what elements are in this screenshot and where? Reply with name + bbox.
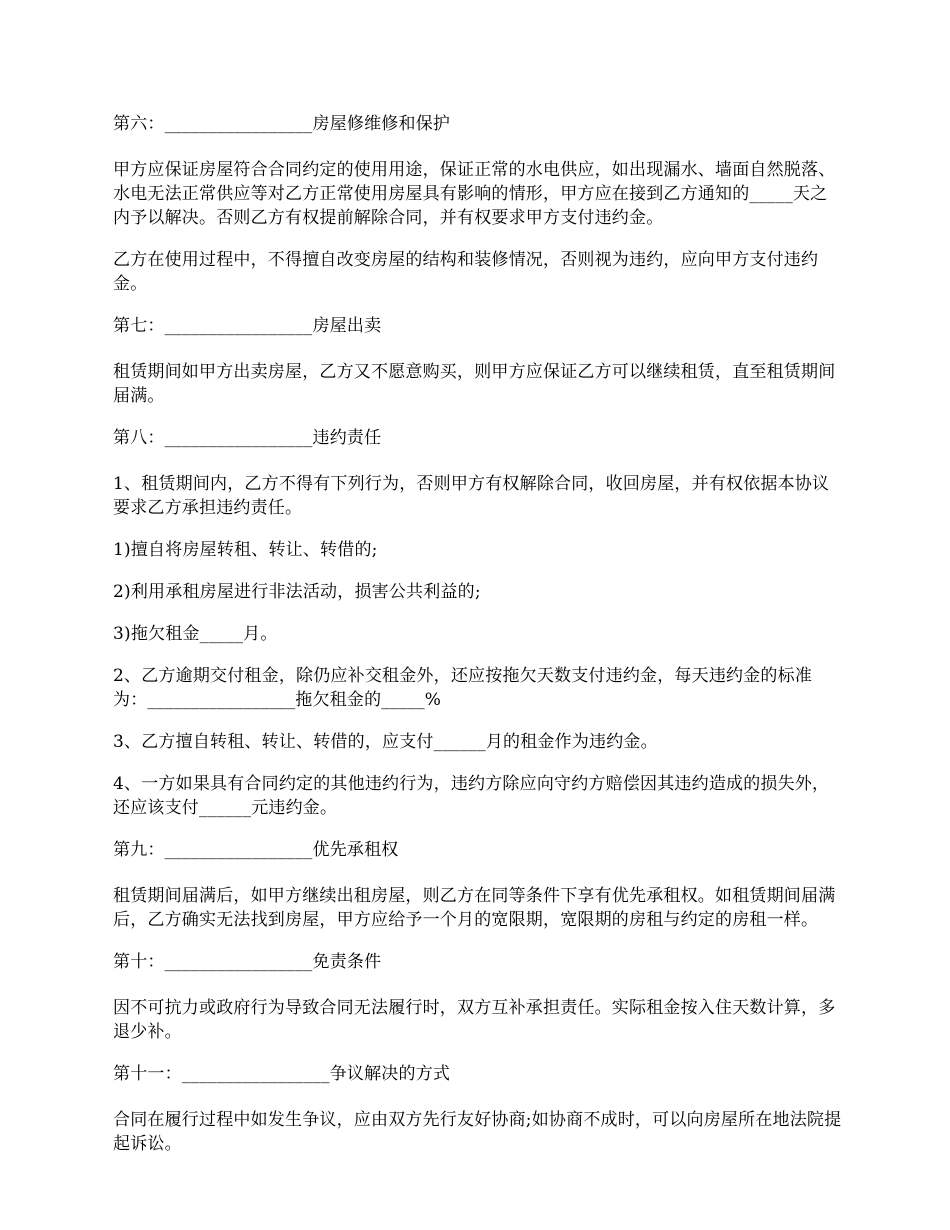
section-6-paragraph-2: 乙方在使用过程中，不得擅自改变房屋的结构和装修情况，否则视为违约，应向甲方支付违约金。 (113, 250, 819, 294)
section-10-title: 第十：_________________免责条件 (113, 952, 382, 972)
section-8-paragraph-4: 4、一方如果具有合同约定的其他违约行为，违约方除应向守约方赔偿因其违约造成的损失外，还应该支付______元违约金。 (113, 774, 830, 818)
section-8-item-2: 2)利用承租房屋进行非法活动，损害公共利益的; (113, 582, 481, 602)
section-8-item-3: 3)拖欠租金_____月。 (113, 624, 278, 644)
section-8-paragraph-3: 3、乙方擅自转租、转让、转借的，应支付______月的租金作为违约金。 (113, 732, 658, 752)
section-10-paragraph-1: 因不可抗力或政府行为导致合同无法履行时，双方互补承担责任。实际租金按入住天数计算，多退少补。 (113, 998, 836, 1042)
section-7-title: 第七：_________________房屋出卖 (113, 316, 382, 336)
section-9-paragraph-1: 租赁期间届满后，如甲方继续出租房屋，则乙方在同等条件下享有优先承租权。如租赁期间届满后，乙方确实无法找到房屋，甲方应给予一个月的宽限期，宽限期的房租与约定的房租一样。 (113, 886, 836, 930)
section-7-paragraph-1: 租赁期间如甲方出卖房屋，乙方又不愿意购买，则甲方应保证乙方可以继续租赁，直至租赁期间届满。 (113, 362, 836, 406)
section-11-title: 第十一：_________________争议解决的方式 (113, 1064, 451, 1084)
section-8-item-1: 1)擅自将房屋转租、转让、转借的; (113, 540, 378, 560)
section-8-paragraph-2: 2、乙方逾期交付租金，除仍应补交租金外，还应按拖欠天数支付违约金，每天违约金的标准为：_________________拖欠租金的_____% (113, 666, 813, 710)
section-6-title: 第六：_________________房屋修维修和保护 (113, 114, 451, 134)
section-6-paragraph-1: 甲方应保证房屋符合合同约定的使用用途，保证正常的水电供应，如出现漏水、墙面自然脱落、水电无法正常供应等对乙方正常使用房屋具有影响的情形，甲方应在接到乙方通知的_____天之内予以解决。否则乙方有权提前解除合同，并有权要求甲方支付违约金。 (113, 160, 836, 228)
document-body (113, 112, 843, 1174)
section-11-paragraph-1: 合同在履行过程中如发生争议，应由双方先行友好协商;如协商不成时，可以向房屋所在地法院提起诉讼。 (113, 1110, 842, 1154)
section-8-paragraph-1: 1、租赁期间内，乙方不得有下列行为，否则甲方有权解除合同，收回房屋，并有权依据本协议要求乙方承担违约责任。 (113, 474, 830, 518)
section-9-title: 第九：_________________优先承租权 (113, 840, 399, 860)
section-8-title: 第八：_________________违约责任 (113, 428, 382, 448)
